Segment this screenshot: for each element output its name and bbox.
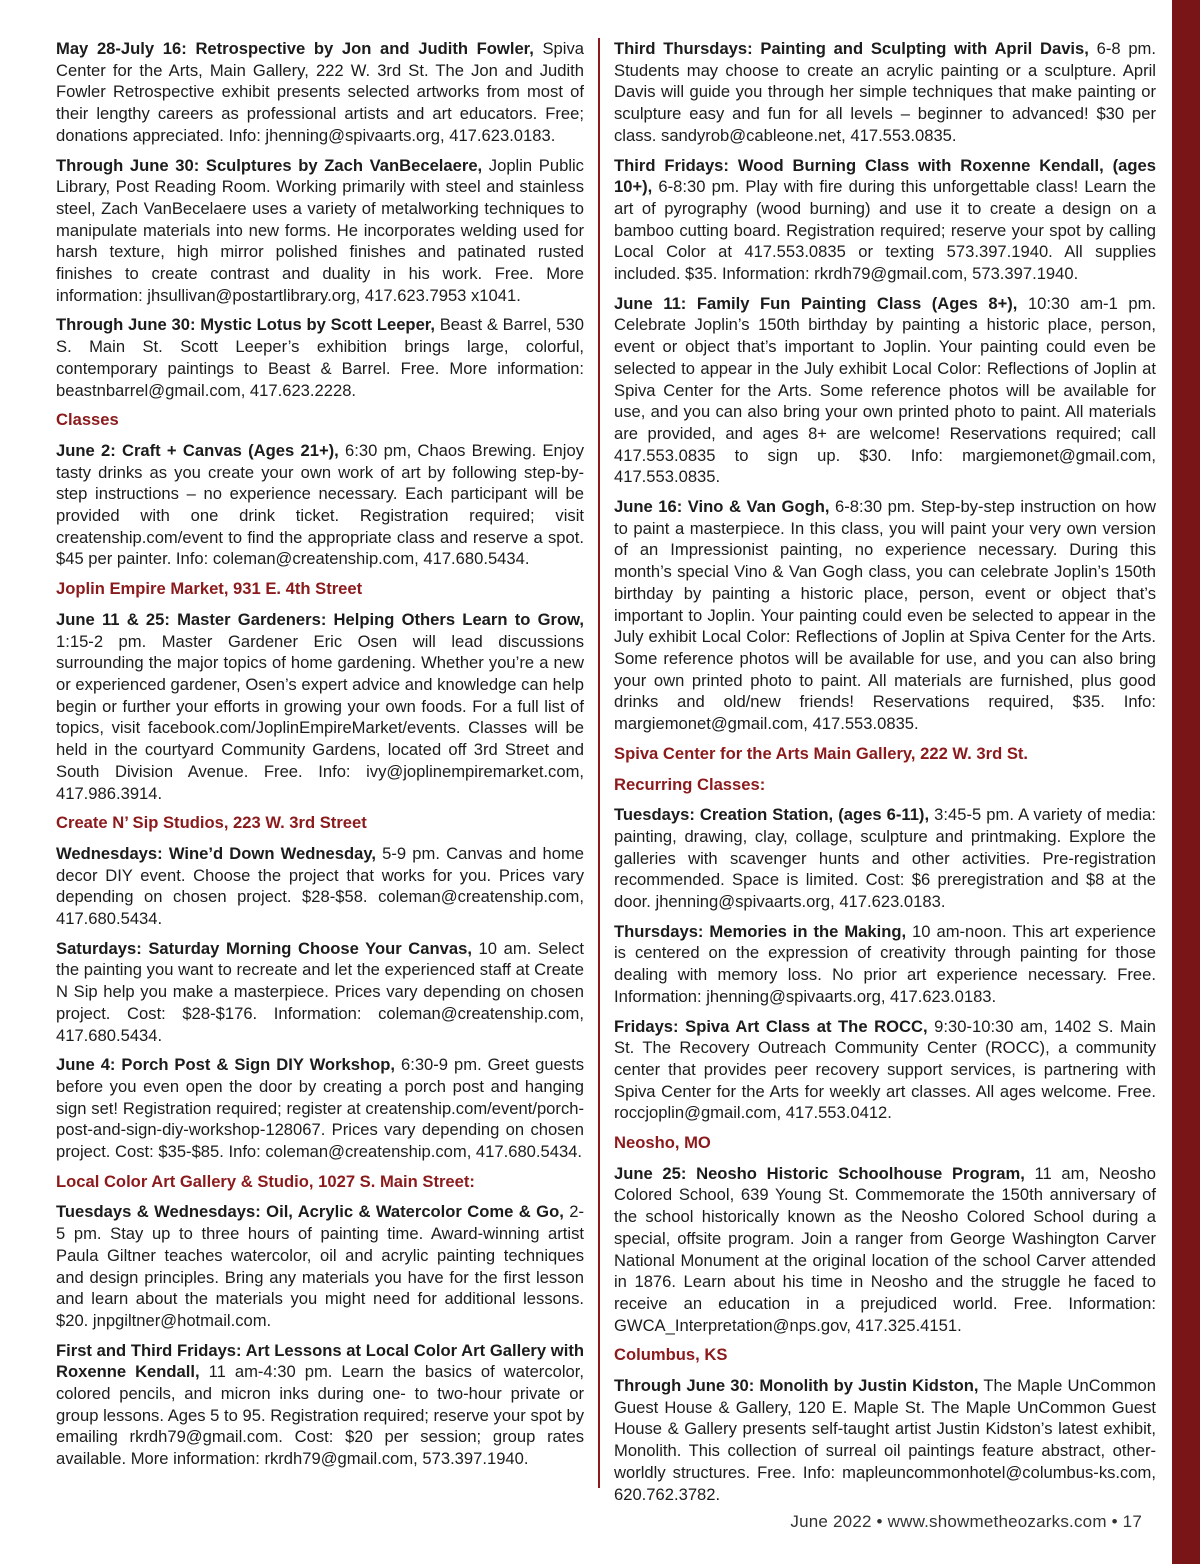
event-listing	[614, 921, 1156, 1008]
event-details: 6:30 pm, Chaos Brewing. Enjoy tasty drinks as you create your own work of art by following step-by-step instructions – no experience necessary. Each participant will be provided with one drink ticket. Registration required; visit createnship.com/event to find the appropriate class and reserve a spot. $45 per painter. Info: coleman@createnship.com, 417.680.5434.	[56, 440, 584, 569]
event-details: 10 am. Select the painting you want to recreate and let the experienced staff at Create N Sip help you make a masterpiece. Prices vary depending on chosen project. Cost: $28-$176. Information: coleman@createnship.com, 417.680.5434.	[56, 938, 584, 1045]
event-details: 6-8:30 pm. Play with fire during this unforgettable class! Learn the art of pyrography (wood burning) and use it to create a design on a bamboo cutting board. Registration required; reserve your spot by calling Local Color at 417.553.0835 or texting 573.397.1940. All supplies included. $35. Information: rkrdh79@gmail.com, 573.397.1940.	[614, 177, 1156, 284]
event-title: Tuesdays: Creation Station, (ages 6-11),	[614, 805, 930, 825]
section-heading: Spiva Center for the Arts Main Gallery, 222 W. 3rd St.	[614, 743, 1029, 763]
event-listing	[614, 1375, 1156, 1505]
event-title: June 16: Vino & Van Gogh,	[614, 497, 830, 517]
event-title: Wednesdays: Wine’d Down Wednesday,	[56, 843, 376, 863]
event-listing	[56, 440, 584, 570]
event-listing	[56, 843, 584, 930]
page-footer: June 2022 • www.showmetheozarks.com • 17	[790, 1512, 1142, 1531]
event-details: Joplin Public Library, Post Reading Room. Working primarily with steel and stainless steel, Zach VanBecelaere uses a variety of metalworking techniques to manipulate materials into new forms. He incorporates welding used for harsh texture, high mirror polished finishes and patinated rusted finishes to create contrast and duality in his work. Free. More information: jhsullivan@postartlibrary.org, 417.623.7953 x1041.	[56, 155, 584, 305]
section-heading: Classes	[56, 410, 119, 430]
event-title: June 4: Porch Post & Sign DIY Workshop,	[56, 1055, 396, 1075]
event-details: 10:30 am-1 pm. Celebrate Joplin’s 150th birthday by painting a historic place, person, event or object that’s important to Joplin. Your painting could even be selected to appear in the July exhibit Local Color: Reflections of Joplin at Spiva Center for the Arts. Some reference photos will be available for use, and you can also bring your own printed photo to paint. All materials are provided, and ages 8+ are welcome! Reservations required; call 417.553.0835 to sign up. $30. Info: margiemonet@gmail.com, 417.553.0835.	[614, 293, 1156, 487]
event-title: Third Fridays: Wood Burning Class with Roxenne Kendall, (ages 10+),	[614, 155, 1156, 197]
section-heading: Create N’ Sip Studios, 223 W. 3rd Street	[56, 813, 367, 833]
event-listing	[614, 293, 1156, 488]
event-listing	[614, 1163, 1156, 1337]
event-title: Third Thursdays: Painting and Sculpting with April Davis,	[614, 39, 1089, 58]
event-listing	[56, 38, 584, 147]
event-listing	[614, 38, 1156, 147]
event-title: Through June 30: Mystic Lotus by Scott Leeper,	[56, 315, 435, 335]
event-title: June 25: Neosho Historic Schoolhouse Program,	[614, 1163, 1025, 1183]
event-listing	[56, 1340, 584, 1470]
event-details: 2-5 pm. Stay up to three hours of painting time. Award-winning artist Paula Giltner teaches watercolor, oil and acrylic painting techniques and design principles. Bring any materials you have for the first lesson and learn about the materials you might need for additional lessons. $20. jnpgiltner@hotmail.com.	[56, 1202, 584, 1330]
event-title: Fridays: Spiva Art Class at The ROCC,	[614, 1016, 928, 1036]
event-title: Tuesdays & Wednesdays: Oil, Acrylic & Watercolor Come & Go,	[56, 1202, 564, 1222]
event-details: Beast & Barrel, 530 S. Main St. Scott Leeper’s exhibition brings large, colorful, contemporary paintings to Beast & Barrel. Free. More information: beastnbarrel@gmail.com, 417.623.2228.	[56, 315, 584, 400]
event-details: Spiva Center for the Arts, Main Gallery, 222 W. 3rd St. The Jon and Judith Fowler Retrospective exhibit presents selected artworks from most of their lengthy careers as professional artists and art educators. Free; donations appreciated. Info: jhenning@spivaarts.org, 417.623.0183.	[56, 39, 585, 145]
event-listing	[56, 1054, 584, 1163]
event-details: 11 am, Neosho Colored School, 639 Young St. Commemorate the 150th anniversary of the school historically known as the Neosho Colored School during a special, offsite program. Join a ranger from George Washington Carver National Monument at the original location of the school Carver attended in 1876. Learn about his time in Neosho and the struggle he faced to receive an education in a prejudiced world. Free. Information: GWCA_Interpretation@nps.gov, 417.325.4151.	[614, 1163, 1156, 1335]
section-heading: Joplin Empire Market, 931 E. 4th Street	[56, 579, 363, 599]
event-title: Through June 30: Monolith by Justin Kidston,	[614, 1376, 979, 1396]
event-details: 10 am-noon. This art experience is centered on the expression of creativity through painting for those dealing with memory loss. No prior art experience necessary. Free. Information: jhenning@spivaarts.org, 417.623.0183.	[614, 921, 1156, 1006]
event-title: June 2: Craft + Canvas (Ages 21+),	[56, 440, 339, 460]
right-column	[614, 38, 1156, 1513]
section-heading: Columbus, KS	[614, 1345, 728, 1365]
event-title: Through June 30: Sculptures by Zach VanBecelaere,	[56, 155, 483, 175]
event-listing	[614, 1016, 1156, 1125]
event-title: June 11 & 25: Master Gardeners: Helping Others Learn to Grow,	[56, 609, 584, 629]
event-listing	[614, 496, 1156, 735]
column-divider	[598, 38, 600, 1488]
event-details: 11 am-4:30 pm. Learn the basics of watercolor, colored pencils, and micron inks during one- to two-hour private or group lessons. Ages 5 to 95. Registration required; reserve your spot by emailing rkrdh79@gmail.com. Cost: $20 per session; group rates available. More information: rkrdh79@gmail.com, 573.397.1940.	[56, 1362, 584, 1469]
event-listing	[56, 1201, 584, 1331]
section-heading: Neosho, MO	[614, 1133, 711, 1153]
event-title: Saturdays: Saturday Morning Choose Your Canvas,	[56, 938, 472, 958]
event-listing	[614, 155, 1156, 285]
event-details: 9:30-10:30 am, 1402 S. Main St. The Recovery Outreach Community Center (ROCC), a community center that provides peer recovery support services, is partnering with Spiva Center for the Arts for weekly art classes. All ages welcome. Free. roccjoplin@gmail.com, 417.553.0412.	[614, 1016, 1157, 1123]
section-heading: Recurring Classes:	[614, 774, 766, 794]
section-heading: Local Color Art Gallery & Studio, 1027 S. Main Street:	[56, 1171, 475, 1191]
event-details: The Maple UnCommon Guest House & Gallery, 120 E. Maple St. The Maple UnCommon Guest House & Gallery presents self-taught artist Justin Kidston’s latest exhibit, Monolith. This collection of surreal oil paintings feature abstract, other-worldly structures. Free. Info: mapleuncommonhotel@columbus-ks.com, 620.762.3782.	[614, 1376, 1156, 1504]
page-edge-bar	[1172, 0, 1200, 1564]
event-listing	[56, 938, 584, 1047]
event-listing	[56, 314, 584, 401]
event-listing	[56, 609, 584, 804]
event-details: 6-8:30 pm. Step-by-step instruction on how to paint a masterpiece. In this class, you will paint your very own version of an Impressionist painting, no experience necessary. During this month’s special Vino & Van Gogh class, you can celebrate Joplin’s 150th birthday by painting a historic place, person, event or object that’s important to Joplin. Your painting could even be selected to appear in the July exhibit Local Color: Reflections of Joplin at Spiva Center for the Arts. Some reference photos will be available for use, and you can also bring your own printed photo to paint. All materials are furnished, plus good drinks and old/new friends! Reservations required, $35. Info: margiemonet@gmail.com, 417.553.0835.	[614, 497, 1156, 734]
event-details: 1:15-2 pm. Master Gardener Eric Osen will lead discussions surrounding the major topics of home gardening. Whether you’re a new or experienced gardener, Osen’s expert advice and knowledge can help begin or further your efforts in growing your own foods. For a full list of topics, visit facebook.com/JoplinEmpireMarket/events. Classes will be held in the courtyard Community Gardens, located off 3rd Street and South Division Avenue. Free. Info: ivy@joplinempiremarket.com, 417.986.3914.	[56, 631, 584, 803]
left-column	[56, 38, 584, 1478]
event-listing	[614, 804, 1156, 913]
event-details: 5-9 pm. Canvas and home decor DIY event. Choose the project that works for you. Prices vary depending on chosen project. $28-$58. coleman@createnship.com, 417.680.5434.	[56, 843, 584, 929]
event-listing	[56, 155, 584, 307]
event-title: First and Third Fridays: Art Lessons at Local Color Art Gallery with Roxenne Kendall,	[56, 1340, 584, 1382]
event-details: 6:30-9 pm. Greet guests before you even open the door by creating a porch post and hanging sign set! Registration required; register at createnship.com/event/porch-post-and-sign-diy-workshop-128067. Prices vary depending on chosen project. Cost: $35-$85. Info: coleman@createnship.com, 417.680.5434.	[56, 1055, 585, 1162]
event-title: May 28-July 16: Retrospective by Jon and Judith Fowler,	[56, 39, 534, 58]
event-title: Thursdays: Memories in the Making,	[614, 921, 907, 941]
event-title: June 11: Family Fun Painting Class (Ages 8+),	[614, 293, 1018, 313]
event-details: 6-8 pm. Students may choose to create an acrylic painting or a sculpture. April Davis will guide you through her simple techniques that make painting or sculpture easy and fun for all levels – beginner to advanced! $30 per class. sandyrob@cableone.net, 417.553.0835.	[614, 39, 1156, 145]
event-details: 3:45-5 pm. A variety of media: painting, drawing, clay, collage, sculpture and printmaking. Explore the galleries with scavenger hunts and other activities. Pre-registration recommended. Space is limited. Cost: $6 preregistration and $8 at the door. jhenning@spivaarts.org, 417.623.0183.	[614, 805, 1156, 912]
